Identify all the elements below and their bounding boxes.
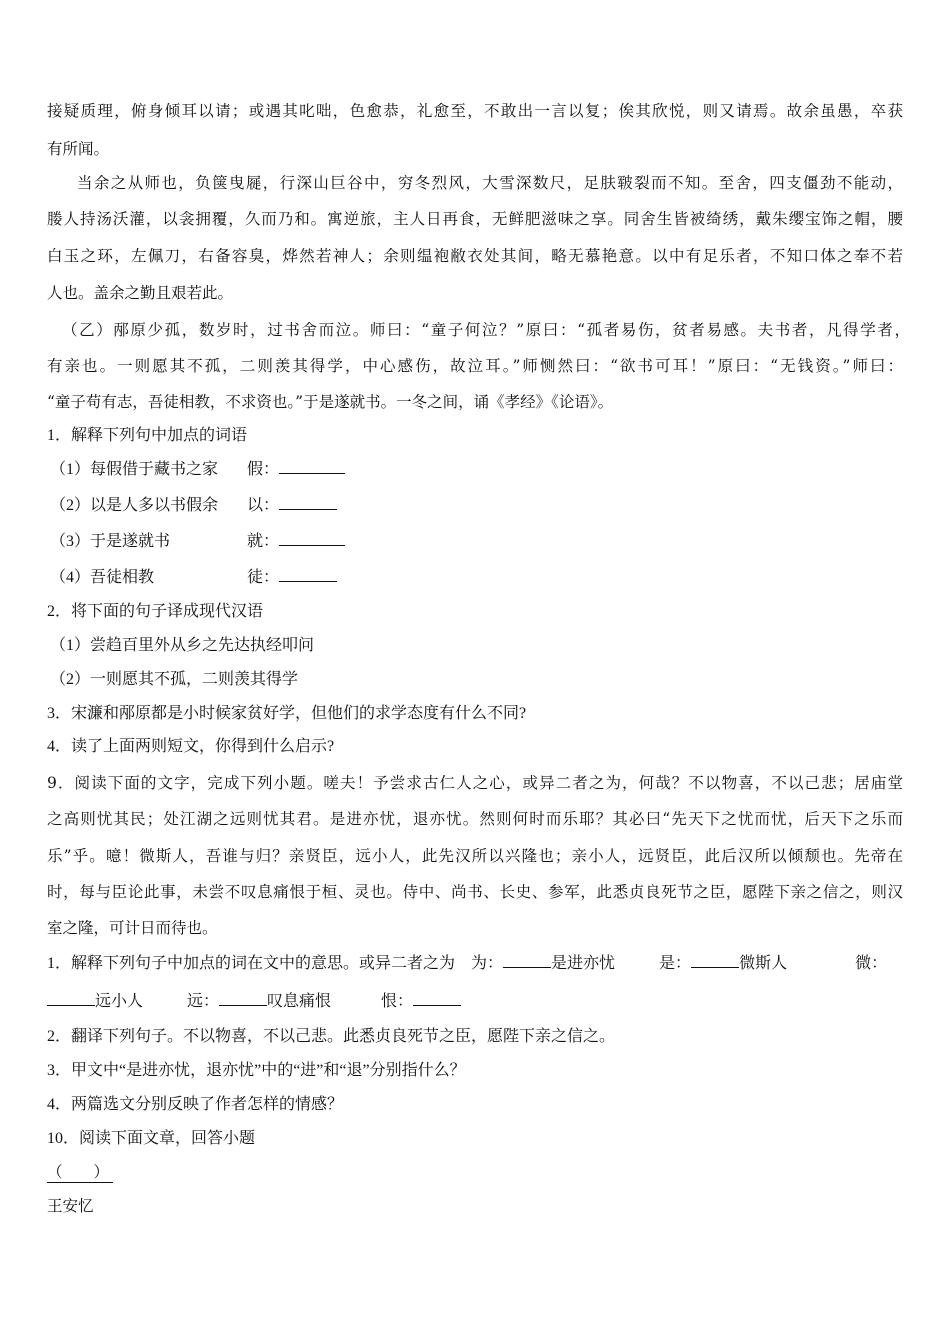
label: 微： <box>855 955 888 972</box>
text-line: 接疑质理，俯身倾耳以请；或遇其叱咄，色愈恭，礼愈至，不敢出一言以复；俟其欣悦，则又请焉。故余虽愚，卒获 <box>47 102 903 120</box>
text-line: 媵人持汤沃灌，以衾拥覆，久而乃和。寓逆旅，主人日再食，无鲜肥滋味之享。同舍生皆被绮绣，戴朱缨宝饰之帽，腰 <box>47 210 903 228</box>
question-3: 3．甲文中“是进亦忧，退亦忧”中的“进”和“退”分别指什么？ <box>47 1062 466 1079</box>
text-line: 时，每与臣论此事，未尝不叹息痛恨于桓、灵也。侍中、尚书、长史、参军，此悉贞良死节之臣，愿陛下亲之信之，则汉 <box>47 883 903 901</box>
answer-blank[interactable] <box>279 531 345 546</box>
answer-blank[interactable] <box>279 567 337 582</box>
text-line: 之高则忧其民；处江湖之远则忧其君。是进亦忧，退亦忧。然则何时而乐耶？其必曰“先天下之忧而忧，后天下之乐而 <box>47 810 903 828</box>
answer-blank[interactable] <box>279 495 337 510</box>
question-item <box>50 567 337 588</box>
author: 王安忆 <box>47 1197 94 1215</box>
question-2: 2．翻译下列句子。不以物喜，不以己悲。此悉贞良死节之臣，愿陛下亲之信之。 <box>47 1028 616 1045</box>
item-label: 徒： <box>247 569 280 586</box>
text-line: 当余之从师也，负箧曳屣，行深山巨谷中，穷冬烈风，大雪深数尺，足肤皲裂而不知。至舍，四支僵劲不能动， <box>77 174 903 192</box>
question-item <box>50 531 345 552</box>
question-item: （2）一则愿其不孤，二则羡其得学 <box>50 671 299 688</box>
text-line: 室之隆，可计日而待也。 <box>47 919 218 937</box>
question-10-title: 10．阅读下面文章，回答小题 <box>47 1130 256 1147</box>
title-blank[interactable]: （ ） <box>47 1162 113 1183</box>
question-4: 4．读了上面两则短文，你得到什么启示? <box>47 738 335 755</box>
item-text: （4）吾徒相教 <box>50 569 155 586</box>
q-text: 叹息痛恨 <box>267 993 332 1010</box>
text-line: 人也。盖余之勤且艰若此。 <box>47 284 234 302</box>
item-label: 假： <box>247 461 280 478</box>
item-text: （1）每假借于藏书之家 <box>50 461 219 478</box>
item-text: （3）于是遂就书 <box>50 533 171 550</box>
question-4: 4．两篇选文分别反映了作者怎样的情感？ <box>47 1096 344 1113</box>
item-text: （2）以是人多以书假余 <box>50 497 219 514</box>
answer-blank[interactable] <box>47 991 95 1006</box>
question-1: 1．解释下列句中加点的词语 <box>47 427 248 444</box>
text-line: 乐”乎。噫！微斯人，吾谁与归？亲贤臣，远小人，此先汉所以兴隆也；亲小人，远贤臣，此后汉所以倾颓也。先帝在 <box>47 847 903 865</box>
question-2: 2．将下面的句子译成现代汉语 <box>47 603 264 620</box>
label: 恨： <box>381 993 414 1010</box>
text-line: （乙）邴原少孤，数岁时，过书舍而泣。师曰：“童子何泣？”原曰：“孤者易伤，贫者易感。夫书者，凡得学者， <box>62 321 910 339</box>
answer-blank[interactable] <box>503 953 551 968</box>
question-1 <box>47 953 887 974</box>
item-label: 以： <box>247 497 280 514</box>
text-line: 有所闻。 <box>47 140 110 158</box>
label: 为： <box>471 955 504 972</box>
text-line: 9．阅读下面的文字，完成下列小题。嗟夫！予尝求古仁人之心，或异二者之为，何哉？不以物喜，不以己悲；居庙堂 <box>47 774 903 792</box>
q-text: 1．解释下列句子中加点的词在文中的意思。或异二者之为 <box>47 955 456 972</box>
text-line: 白玉之环，左佩刀，右备容臭，烨然若神人；余则缊袍敝衣处其间，略无慕艳意。以中有足乐者，不知口体之奉不若 <box>47 247 903 265</box>
label: 远： <box>187 993 220 1010</box>
text-line: “童子苟有志，吾徒相教，不求资也。”于是遂就书。一冬之间，诵《孝经》《论语》。 <box>47 393 614 411</box>
answer-blank[interactable] <box>279 459 345 474</box>
question-1-cont <box>47 991 461 1012</box>
item-label: 就： <box>247 533 280 550</box>
answer-blank[interactable] <box>219 991 267 1006</box>
question-item <box>50 495 337 516</box>
q-text: 是进亦忧 <box>551 955 616 972</box>
question-3: 3．宋濂和邴原都是小时候家贫好学，但他们的求学态度有什么不同? <box>47 705 527 722</box>
text-line: 有亲也。一则愿其不孤，二则羡其得学，中心感伤，故泣耳。”师恻然曰：“欲书可耳！”原曰：“无钱资。”师曰： <box>47 357 903 375</box>
question-item <box>50 459 345 480</box>
label: 是： <box>659 955 692 972</box>
answer-blank[interactable] <box>691 953 739 968</box>
question-item: （1）尝趋百里外从乡之先达执经叩问 <box>50 637 315 654</box>
q-text: 微斯人 <box>739 955 788 972</box>
answer-blank[interactable] <box>413 991 461 1006</box>
q-text: 远小人 <box>95 993 144 1010</box>
